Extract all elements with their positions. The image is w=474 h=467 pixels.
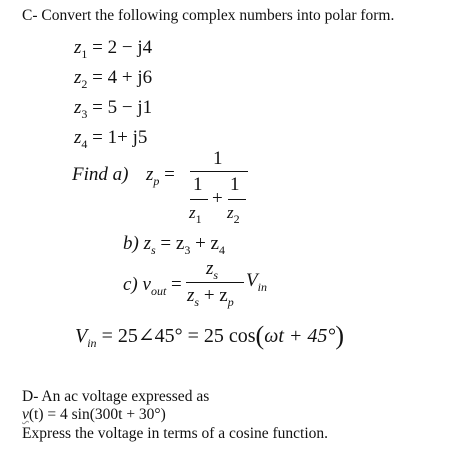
find-c-lhs [123, 274, 182, 296]
find-a-one-b: 1 [230, 174, 240, 195]
den-b-sub: 2 [233, 212, 240, 226]
find-a-bar-b [228, 199, 246, 200]
vout-var: v [142, 274, 151, 295]
find-b-row [123, 233, 225, 255]
zs-var: z [143, 233, 151, 254]
c-den-sub-p: p [227, 295, 234, 309]
vin-line-var: V [75, 325, 88, 347]
equation-z2 [74, 67, 152, 89]
vin-close-paren: ) [335, 321, 345, 350]
find-a-lead: Find a) [72, 164, 129, 185]
find-c-lead: c) [123, 274, 138, 295]
find-a-numerator: 1 [213, 148, 223, 169]
find-c-bar [186, 282, 244, 283]
c-num-sub: s [213, 268, 219, 282]
find-b-rhs-sub: 3 [184, 243, 191, 257]
z3-var: z [74, 97, 82, 118]
find-a-one-a: 1 [193, 174, 203, 195]
den-a-sub: 1 [195, 212, 202, 226]
z2-rhs: = 4 + j6 [92, 67, 153, 88]
equation-z4 [74, 127, 147, 149]
z4-var: z [74, 127, 82, 148]
zp-var: z [146, 164, 154, 185]
equation-z3 [74, 97, 152, 119]
find-a-plus: + [212, 188, 223, 209]
den-a-var: z [189, 203, 196, 222]
find-a-den-b [227, 203, 240, 226]
z2-var: z [74, 67, 82, 88]
section-d-equation [22, 406, 166, 424]
z1-rhs: = 2 − j4 [92, 37, 153, 58]
c-den-sub-s: s [194, 295, 200, 309]
vt-rest: (t) = 4 sin(300t + 30°) [28, 406, 166, 423]
z4-sub: 4 [81, 137, 88, 151]
find-a-lhs [146, 164, 175, 186]
zs-sub: s [150, 243, 156, 257]
vin-sub: in [257, 280, 267, 294]
c-num-var: z [206, 258, 214, 279]
vin-line-arg: ωt + 45° [264, 325, 336, 347]
z4-rhs: = 1+ j5 [92, 127, 148, 148]
zp-eq: = [164, 164, 175, 185]
find-b-plus-sub: 4 [218, 243, 225, 257]
section-c-heading: C- Convert the following complex numbers into polar form. [22, 7, 395, 24]
find-a-main-bar [190, 171, 248, 172]
z3-sub: 3 [81, 107, 88, 121]
section-d-heading: D- An ac voltage expressed as [22, 388, 210, 405]
find-b-lead: b) [123, 233, 139, 254]
vout-sub: out [150, 284, 167, 298]
vt-var: v [22, 406, 29, 423]
vin-equation [75, 319, 344, 349]
z1-sub: 1 [81, 47, 88, 61]
vin-open-paren: ( [255, 321, 265, 350]
equation-z1 [74, 37, 152, 59]
vin-line-sub: in [87, 336, 97, 350]
den-b-var: z [227, 203, 234, 222]
z2-sub: 2 [81, 77, 88, 91]
find-a-bar-a [190, 199, 208, 200]
zp-sub: p [153, 174, 160, 188]
c-den-var: z [187, 285, 195, 306]
vin-var: V [246, 270, 258, 291]
z3-rhs: = 5 − j1 [92, 97, 153, 118]
z1-var: z [74, 37, 82, 58]
find-a-den-a [189, 203, 202, 226]
section-d-task: Express the voltage in terms of a cosine function. [22, 425, 329, 442]
find-c-numerator [206, 258, 218, 280]
find-c-vin [246, 270, 267, 292]
find-c-eq: = [171, 274, 182, 295]
find-c-denominator [187, 285, 234, 307]
vin-line-eq: = 25∠45° = 25 cos [101, 325, 256, 347]
find-b-plus: + z [190, 233, 219, 254]
c-den-plus: + z [199, 285, 228, 306]
find-b-rhs: = z [160, 233, 185, 254]
